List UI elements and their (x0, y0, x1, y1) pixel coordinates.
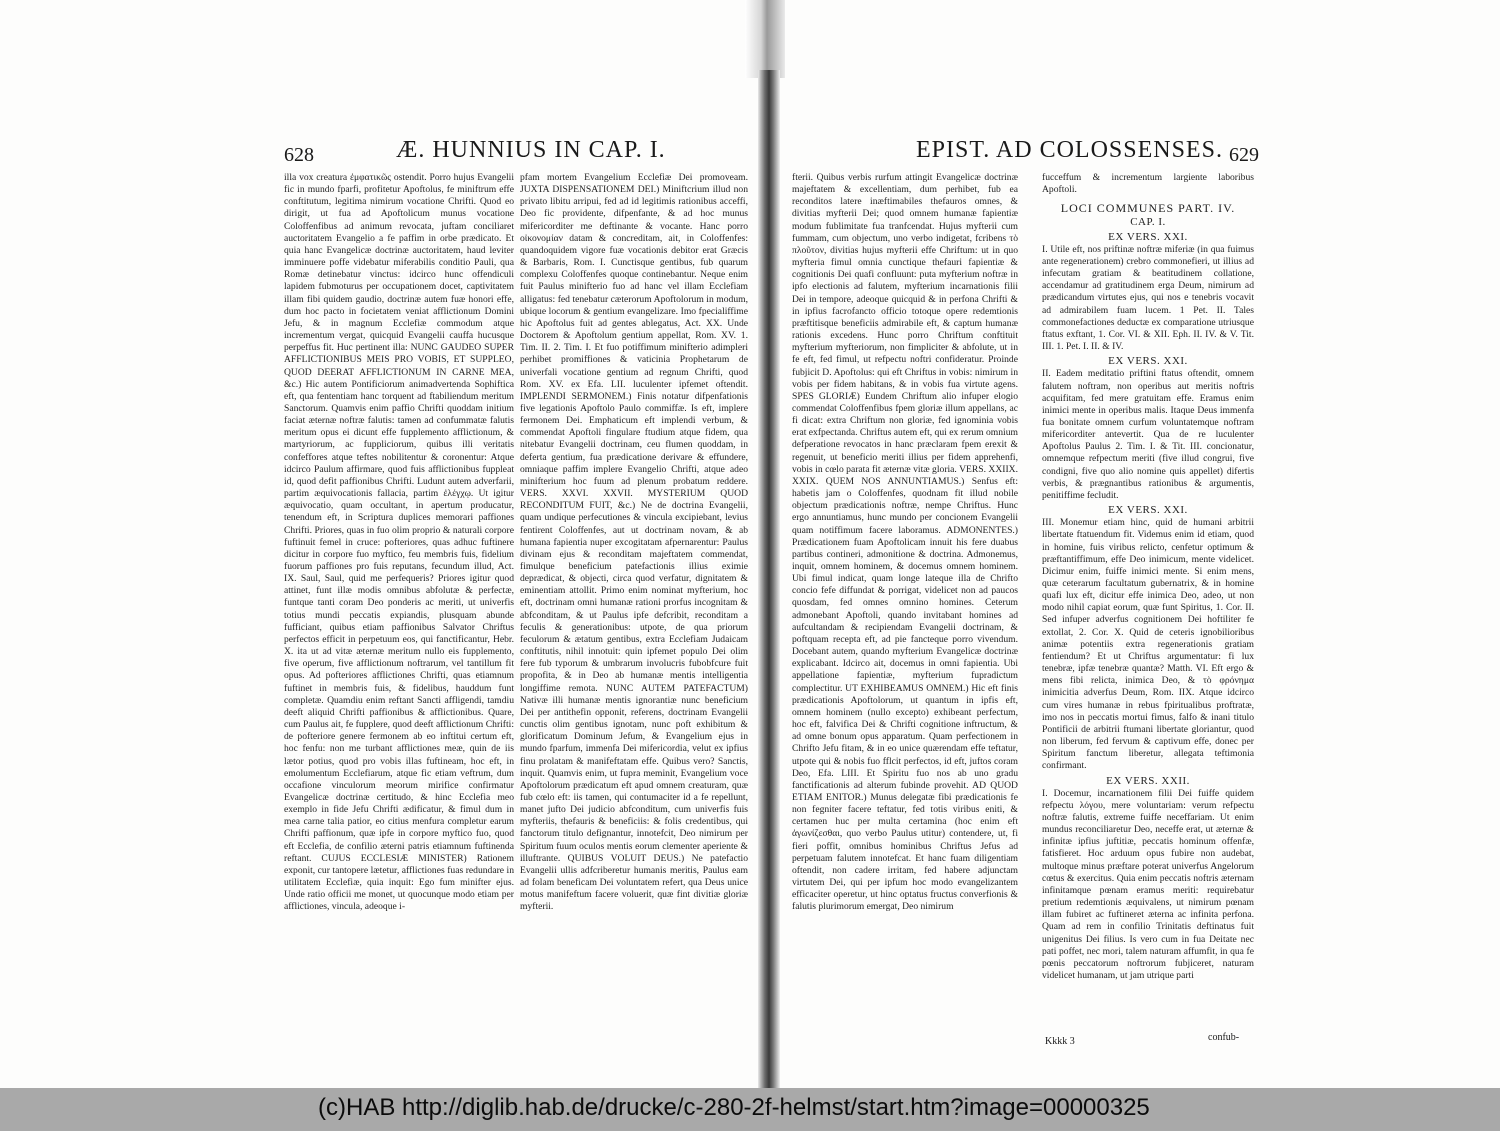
right-column-2 (1042, 172, 1254, 1024)
left-column-2-text: pfam mortem Evangelium Ecclefiæ Dei promoveam. JUXTA DISPENSATIONEM DEI.) Miniftcrium illud non privato libitu arripui, fed ad id legitimis rationibus acceffi, Deo fic providente, difpenfante, & ad hoc munus mifericorditer me deftinante & vocante. Hanc porro οἰκονομίαν datam & concreditam, ait, in Coloffenfes: quandoquidem vigore fuæ vocationis debitor erat Græcis & Barbaris, Rom. I. Cunctisque gentibus, fub quarum complexu Coloffenfes quoque continebantur. Neque enim fuit Paulus minifterio fuo ad hanc vel illam Ecclefiam alligatus: fed tenebatur cæterorum Apoftolorum in modum, ubique locorum & gentium evangelizare. Imo fpecialiffime hic Apoftolus fuit ad gentes ablegatus, Act. XX. Unde Doctorem & Apoftolum gentium appellat, Rom. XV. 1. Tim. II. 2. Tim. I. Et fuo potiffimum minifterio adimpleri perhibet promiffiones & vaticinia Prophetarum de univerfali vocatione gentium ad regnum Chrifti, quod Rom. XV. ex Efa. LII. luculenter ipfemet oftendit. IMPLENDI SERMONEM.) Finis notatur difpenfationis five legationis Apoftolo Paulo commiffæ. Is eft, implere fermonem Dei. Emphaticum eft implendi verbum, & commendat Apoftoli fingulare ftudium atque fidem, qua nitebatur Evangelii doctrinam, ceu flumen quoddam, in deferta gentium, fua prædicatione derivare & effundere, omniaque paffim implere Evangelio Chrifti, atque adeo minifterium hoc fuum ad plenum probatum reddere. VERS. XXVI. XXVII. MYSTERIUM QUOD RECONDITUM FUIT, &c.) Ne de doctrina Evangelii, quam undique perfecutiones & vincula excipiebant, levius fentirent Coloffenfes, aut ut doctrinam novam, & ab humana fapientia nuper excogitatam afpernarentur: Paulus divinam ejus & reconditam majeftatem commendat, fimulque beneficium patefactionis illius eximie deprædicat, & objecti, circa quod verfatur, dignitatem & eminentiam attollit. Primo enim nominat myfterium, hoc eft, doctrinam omni humanæ rationi prorfus incognitam & abfconditam, & ut Paulus ipfe defcribit, reconditam a feculis & generationibus: utpote, de qua priorum feculorum & ætatum gentibus, extra Ecclefiam Judaicam conftitutis, nihil innotuit: quin ipfemet populo Dei olim fere fub typorum & umbrarum involucris fubobfcure fuit propofita, & in Deo ab humanæ mentis intelligentia longiffime remota. NUNC AUTEM PATEFACTUM) Nativæ illi humanæ mentis ignorantiæ nunc beneficium Dei per antithefin opponit, referens, doctrinam Evangelii cunctis olim gentibus ignotam, nunc poft exhibitum & glorificatum Dominum Jefum, & Evangelium ejus in mundo fparfum, immenfa Dei mifericordia, velut ex ipfius finu prolatam & manifeftatam effe. Quibus vero? Sanctis, inquit. Quamvis enim, ut fupra meminit, Evangelium voce Apoftolorum prædicatum eft apud omnem creaturam, quæ fub cœlo eft: iis tamen, qui contumaciter id a fe repellunt, manet jufto Dei judicio abfconditum, cum univerfis fuis myfteriis, thefauris & beneficiis: & folis credentibus, qui fanctorum titulo defignantur, innotefcit, Deo nimirum per Spiritum fuum oculos mentis eorum clementer aperiente & illuftrante. QUIBUS VOLUIT DEUS.) Ne patefactio Evangelii ullis adfcriberetur humanis meritis, Paulus eam ad folam beneficam Dei voluntatem refert, qua Deus unice motus manifeftum facere voluerit, quæ fint divitiæ gloriæ myfterii. (520, 172, 748, 913)
left-column-2 (520, 172, 748, 1014)
right-column-1 (792, 172, 1018, 1024)
left-running-head: Æ. HUNNIUS IN CAP. I. (396, 137, 666, 163)
right-page-number: 629 (1229, 144, 1259, 166)
book-gutter (758, 70, 780, 1088)
paragraph: III. Monemur etiam hinc, quid de humani arbitrii libertate ftatuendum fit. Videmus enim id etiam, quod in homine, fuis viribus relicto, cenfetur optimum & præftantiffimum, effe Deo inimicum, mente videlicet. Dicimur enim, fuiffe inimici mente. Si enim mens, quæ ceterarum facultatum gubernatrix, & in homine quafi lux eft, dicitur effe inimica Deo, adeo, ut non modo nihil capiat eorum, quæ funt Spiritus, 1. Cor. II. Sed infuper adverfus cognitionem Dei hoftiliter fe extollat, 2. Cor. X. Quid de ceteris ignobilioribus animæ potentiis extra regenerationis gratiam fentiendum? Et ut Chriftus argumentatur: fi lux tenebræ, ipfæ tenebræ quantæ? Matth. VI. Eft ergo & mens fibi relicta, inimica Deo, & τὸ φρόνημα inimicitia adverfus Deum, Rom. IIX. Atque idcirco cum vires humanæ in rebus fpiritualibus proftratæ, imo nos in peccatis mortui fimus, falfo & inani titulo Pontificii de arbitrii ftumani libertate gloriantur, quod non liberum, fed fervum & captivum effe, donec per Spiritum fanctum liberetur, allegata teftimonia confirmant. (1042, 517, 1254, 772)
section-heading: EX VERS. XXI. (1108, 504, 1188, 517)
section-heading: EX VERS. XXI. (1108, 355, 1188, 368)
right-running-head: EPIST. AD COLOSSENSES. (916, 137, 1223, 163)
credit-text: (c)HAB http://diglib.hab.de/drucke/c-280-2f-helmst/start.htm?image=00000325 (318, 1094, 1150, 1121)
paragraph: I. Docemur, incarnationem filii Dei fuiffe quidem refpectu λόγου, mere voluntariam: verum refpectu noftræ falutis, extreme fuiffe neceffariam. Ut enim mundus reconciliaretur Deo, neceffe erat, ut æternæ & infinitæ ipfius juftitiæ, peccatis hominum offenfæ, fatisfieret. Hoc arduum opus fubire non audebat, multoque minus præftare poterat univerfus Angelorum cœtus & exercitus. Quia enim peccatis noftris æternam infinitamque pœnam eramus meriti: requirebatur pretium redemtionis æquivalens, ut nimirum pœnam illam fubiret ac fuftineret æterna ac infinita perfona. Quam ad rem in confilio Trinitatis deftinatus fuit unigenitus Dei filius. Is vero cum in fua Deitate nec pati poffet, nec mori, talem naturam affumfit, in qua fe pœnis peccatorum noftrorum fubjiceret, naturam videlicet humanam, ut jam utrique parti (1042, 787, 1254, 981)
credit-bar (0, 1088, 1500, 1131)
right-column-2-intro: fucceffum & incrementum largiente laboribus Apoftoli. (1042, 172, 1254, 196)
right-column-1-text: fterii. Quibus verbis rurfum attingit Evangelicæ doctrinæ majeftatem & excellentiam, dum perhibet, fub ea reconditos latere inæftimabiles thefauros omnes, & divitias myfterii Dei; quod omnem humanæ fapientiæ modum fublimitate fua tranfcendat. Hujus myfterii cum fummam, cum objectum, uno verbo indigetat, fcribens τὸ πλοῦτον, divitias hujus myfterii effe Chriftum: ut in quo myfteria fimul omnia cunctique thefauri fapientiæ & cognitionis Dei quafi confluunt: puta myfterium noftræ in ipfo electionis ad falutem, myfterium incarnationis filii Dei in tempore, adeoque quicquid & in perfona Chrifti & in ipfius facrofancto officio totoque opere redemtionis præftitisque beneficiis admirabile eft, & captum humanæ rationis excedens. Hunc porro Chriftum conftituit myfterium myfteriorum, non fimpliciter & abfolute, ut in fe eft, fed fimul, ut refpectu noftri confideratur. Proinde fubjicit D. Apoftolus: qui eft Chriftus in vobis: nimirum in vobis per fidem habitans, & in vobis fua virtute agens. SPES GLORIÆ) Eundem Chriftum alio infuper elogio commendat Coloffenfibus fpem gloriæ illum appellans, ac fi dicat: extra Chriftum non gloriæ, fed ignominia vobis erat exfpectanda. Chriftus autem eft, qui ex rerum omnium defperatione revocatos in hanc præclaram fpem erexit & regenuit, ut beneficio meriti illius per fidem apprehenfi, vobis in cœlo parata fit æternæ vitæ gloria. VERS. XXIIX. XXIX. QUEM NOS ANNUNTIAMUS.) Senfus eft: habetis jam o Coloffenfes, quodnam fit illud nobile objectum prædicationis noftræ, nempe Chriftus. Hunc ergo annuntiamus, hunc mundo per concionem Evangelii quam notiffimum facere laboramus. ADMONENTES.) Prædicationem fuam Apoftolicam innuit his fere duabus partibus contineri, admonitione & doctrina. Admonemus, inquit, omnem hominem, & docemus omnem hominem. Ubi fimul indicat, quam longe lateque illa de Chrifto concio fefe diffundat & porrigat, videlicet non ad paucos quosdam, fed omnes omnino homines. Ceterum admonebant Apoftoli, quando invitabant homines ad aufcultandam & recipiendam Evangelii doctrinam, & poftquam recepta eft, ad pie fancteque porro vivendum. Docebant autem, quando myfterium Evangelicæ doctrinæ explicabant. Idcirco ait, docemus in omni fapientia. Ubi appellatione fapientiæ, myfterium fupradictum complectitur. UT EXHIBEAMUS OMNEM.) Hic eft finis prædicationis Apoftolorum, ut quantum in ipfis eft, omnem hominem (nullo excepto) exhibeant perfectum, hoc eft, falvifica Dei & Chrifti cognitione inftructum, & ad omne bonum opus apparatum. Quam perfectionem in Chrifto Jefu fitam, & in eo unice quærendam effe teftatur, utpote qui & nobis fuo fflcit perfectos, id eft, juftos coram Deo, Efa. LIII. Et Spiritu fuo nos ab uno gradu fanctificationis ad alterum fubinde provehit. AD QUOD ETIAM ENITOR.) Munus delegatæ fibi prædicationis fe non fegniter facere teftatur, fed totis viribus eniti, & certamen huc per multa certamina (hoc enim eft ἀγωνίζεσθαι, quo verbo Paulus utitur) contendere, ut, fi fieri poffit, omnibus hominibus Chriftus Jefus ad perpetuam falutem innotefcat. Et hanc fuam diligentiam oftendit, non cadere irritam, fed habere adjunctam virtutem Dei, qui per ipfum hoc modo evangelizantem efficaciter operetur, ut hinc optatus fructus converfionis & falutis plurimorum emergat, Deo nimirum (792, 172, 1018, 913)
left-column-1 (284, 172, 514, 1014)
section-heading: EX VERS. XXII. (1106, 774, 1190, 787)
loci-heading: LOCI COMMUNES PART. IV. (1060, 201, 1236, 216)
paragraph: I. Utile eft, nos priftinæ noftræ miferiæ (in qua fuimus ante regenerationem) crebro commonefieri, ut illius ad infecutam gratiam & beatitudinem collatione, accendamur ad gratitudinem erga Deum, nimirum ad prædicandum virtutes ejus, qui nos e tenebris vocavit ad admirabilem fuam lucem. 1 Pet. II. Tales commonefactiones deductæ ex comparatione utriusque ftatus exftant, 1. Cor. VI. & XII. Eph. II. IV. & V. Tit. III. 1. Pet. I. II. & IV. (1042, 243, 1254, 353)
section-heading: EX VERS. XXI. (1108, 230, 1188, 243)
left-column-1-text: illa vox creatura ἐμφατικῶς ostendit. Porro hujus Evangelii fic in mundo fparfi, profitetur Apoftolus, fe miniftrum effe conftitutum, legitima nimirum vocatione Chrifti. Quod eo dirigit, ut fua ad Apoftolicum munus vocatione Coloffenfibus ad animum revocata, juftam conciliaret auctoritatem Evangelio a fe paffim in orbe prædicato. Et quia hanc Evangelicæ doctrinæ auctoritatem, haud leviter imminuere poffe videbatur miferabilis conditio Pauli, qua Romæ detinebatur vinctus: idcirco hunc offendiculi lapidem fubmoturus per occupationem docet, captivitatem illam fibi quidem gaudio, doctrinæ autem fuæ honori effe, dum hoc pacto in focietatem veniat afflictionum Domini Jefu, & in magnum Ecclefiæ commodum atque incrementum vergat, quicquid Evangelii cauffa hucusque perpeffus fit. Huc pertinent illa: NUNC GAUDEO SUPER AFFLICTIONIBUS MEIS PRO VOBIS, ET SUPPLEO, QUOD DEERAT AFFLICTIONUM IN CARNE MEA, &c.) Hic autem Pontificiorum animadvertenda Sophiftica eft, qua fententiam hanc torquent ad ftabiliendum meritum Sanctorum. Quamvis enim paffio Chrifti quoddam initium faciat æternæ noftræ falutis: tamen ad confummatæ falutis meritum opus ei dicunt effe fupplemento afflictionum, & martyriorum, ac fuppliciorum, quibus illi veritatis confeffores atque teftes nobilitentur & coronentur: Atque idcirco Paulum affirmare, quod fuis afflictionibus fuppleat id, quod defit paffionibus Chrifti. Ludunt autem adverfarii, partim æquivocationis fallacia, partim ἐλέγχῳ. Ut igitur æquivocatio, quam occultant, in apertum producatur, tenendum eft, in Scriptura duplices memorari paffiones Chrifti. Priores, quas in fuo olim proprio & naturali corpore fuftinuit femel in cruce: pofteriores, quas adhuc fuftinere dicitur in corpore fuo myftico, feu membris fuis, fidelium fuorum paffiones pro fuis reputans, fecundum illud, Act. IX. Saul, Saul, quid me perfequeris? Priores igitur quod attinet, funt illæ modis omnibus abfolutæ & perfectæ, funtque tanti coram Deo ponderis ac meriti, ut univerfis totius mundi peccatis expiandis, plusquam abunde fufficiant, quibus etiam paffionibus Salvator Chriftus perfectos efficit in perpetuum eos, qui fanctificantur, Hebr. X. ita ut ad vitæ æternæ meritum nullo eis fupplemento, five operum, five afflictionum noftrarum, vel tantillum fit opus. Ad pofteriores afflictiones Chrifti, quas etiamnum fuftinet in membris fuis, & fidelibus, hauddum funt completæ. Quamdiu enim reftant Sancti affligendi, tamdiu deeft aliquid Chrifti paffionibus & afflictionibus. Quare, cum Paulus ait, fe fupplere, quod deeft afflictionum Chrifti: de pofteriore genere fermonem ab eo inftitui certum eft, hoc fenfu: non me turbant afflictiones meæ, quin de iis lætor potius, quod pro vobis illas fuftineam, hoc eft, in emolumentum Ecclefiarum, atque fic etiam veftrum, dum occafione vinculorum meorum mirifice confirmatur Evangelicæ doctrinæ certitudo, & hinc Ecclefia meo exemplo in fide Jefu Chrifti ædificatur, & fimul dum in mea carne talia patior, eo citius menfura completur earum Chrifti paffionum, quæ ipfe in corpore myftico fuo, quod eft Ecclefia, de confilio æterni patris etiamnum fuftinenda reftant. CUJUS ECCLESIÆ MINISTER) Rationem exponit, cur tantopere lætetur, afflictiones fuas redundare in utilitatem Ecclefiæ, quia inquit: Ego fum minifter ejus. Unde ratio officii me monet, ut quocunque modo etiam per afflictiones, vincula, adeoque i- (284, 172, 514, 913)
catchword: confub- (1208, 1032, 1240, 1043)
left-page-number: 628 (284, 144, 314, 166)
cap-heading: CAP. I. (1130, 216, 1166, 229)
signature-mark: Kkkk 3 (1045, 1036, 1075, 1047)
binding-shadow-top (745, 0, 785, 78)
paragraph: II. Eadem meditatio priftini ftatus oftendit, omnem falutem noftram, non operibus aut meritis noftris acquifitam, fed mere gratuitam effe. Eramus enim inimici mente in operibus malis. Itaque Deus immenfa fua bonitate omnem curfum voluntatemque noftram mifericorditer antevertit. Qua de re luculenter Apoftolus Paulus 2. Tim. I. & Tit. III. concionatur, omnemque refpectum meriti (five illud congrui, five condigni, five quo alio nomine quis appellet) difertis verbis, & prægnantibus rationibus & argumentis, penitiffime fecludit. (1042, 368, 1254, 501)
